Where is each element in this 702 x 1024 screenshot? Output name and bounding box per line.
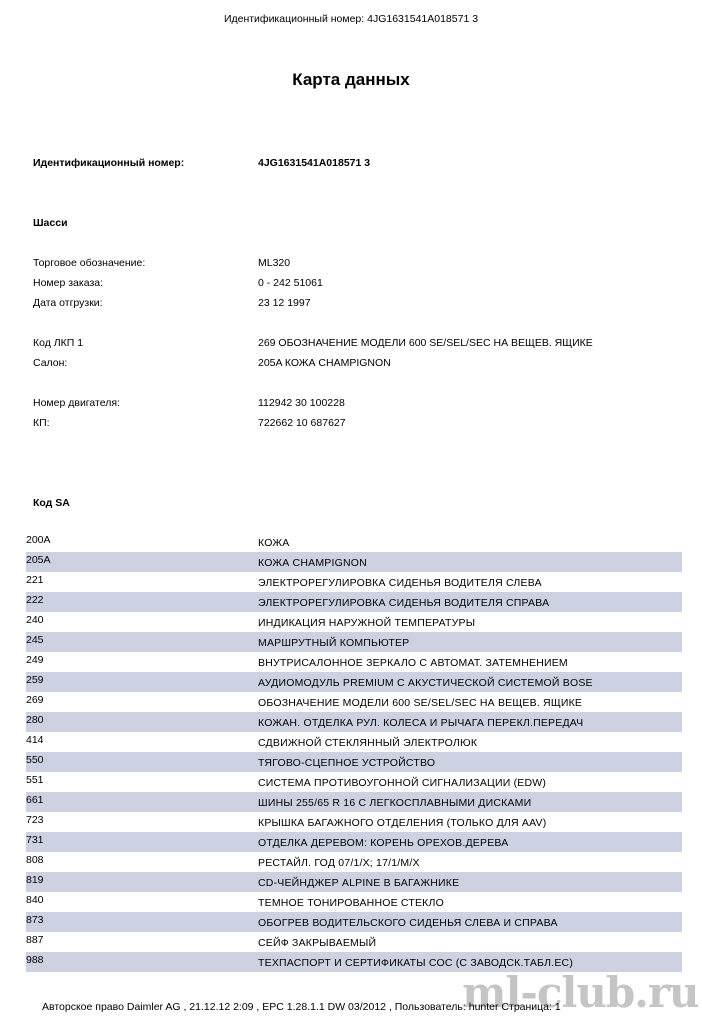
field-value-engine-number: 112942 30 100228 (258, 397, 345, 409)
sa-description: КОЖА CHAMPIGNON (258, 557, 367, 569)
table-row (26, 852, 682, 872)
sa-code: 661 (26, 794, 44, 806)
sa-description: ЭЛЕКТРОРЕГУЛИРОВКА СИДЕНЬЯ ВОДИТЕЛЯ СЛЕВА (258, 577, 542, 589)
table-row (26, 932, 682, 952)
table-row (26, 812, 682, 832)
sa-description: ОТДЕЛКА ДЕРЕВОМ: КОРЕНЬ ОРЕХОВ.ДЕРЕВА (258, 837, 509, 849)
table-row (26, 612, 682, 632)
field-value-gearbox: 722662 10 687627 (258, 417, 346, 429)
table-row (26, 772, 682, 792)
sa-code: 259 (26, 674, 44, 686)
sa-description: СДВИЖНОЙ СТЕКЛЯННЫЙ ЭЛЕКТРОЛЮК (258, 737, 478, 749)
table-row (26, 632, 682, 652)
field-label-trade-name: Торговое обозначение: (33, 257, 146, 269)
table-row (26, 752, 682, 772)
table-row (26, 732, 682, 752)
ident-value: 4JG1631541A018571 3 (258, 157, 371, 169)
sa-code: 414 (26, 734, 44, 746)
sa-description: ТЕМНОЕ ТОНИРОВАННОЕ СТЕКЛО (258, 897, 444, 909)
table-row (26, 872, 682, 892)
table-row (26, 592, 682, 612)
sa-description: АУДИОМОДУЛЬ PREMIUM С АКУСТИЧЕСКОЙ СИСТЕМОЙ BOSE (258, 677, 593, 689)
sa-description: ОБОГРЕВ ВОДИТЕЛЬСКОГО СИДЕНЬЯ СЛЕВА И СПРАВА (258, 917, 558, 929)
sa-description: ИНДИКАЦИЯ НАРУЖНОЙ ТЕМПЕРАТУРЫ (258, 617, 476, 629)
sa-code: 988 (26, 954, 44, 966)
sa-code: 240 (26, 614, 44, 626)
sa-code: 873 (26, 914, 44, 926)
field-value-interior: 205A КОЖА CHAMPIGNON (258, 357, 391, 369)
sa-code: 887 (26, 934, 44, 946)
table-row (26, 672, 682, 692)
sa-code: 222 (26, 594, 44, 606)
table-row (26, 652, 682, 672)
sa-code: 245 (26, 634, 44, 646)
sa-code: 205A (26, 554, 51, 566)
sa-description: КОЖА (258, 537, 290, 549)
sa-description: СЕЙФ ЗАКРЫВАЕМЫЙ (258, 937, 377, 949)
field-label-engine-number: Номер двигателя: (33, 397, 120, 409)
sa-code: 269 (26, 694, 44, 706)
sa-code: 550 (26, 754, 44, 766)
field-value-order-number: 0 - 242 51061 (258, 277, 323, 289)
sa-code: 200A (26, 534, 51, 546)
chassis-heading: Шасси (33, 217, 68, 229)
header-identification: Идентификационный номер: 4JG1631541A018571 3 (223, 13, 479, 25)
table-row (26, 912, 682, 932)
sa-code: 819 (26, 874, 44, 886)
sa-code: 221 (26, 574, 44, 586)
field-label-ship-date: Дата отгрузки: (33, 297, 103, 309)
sa-description: ОБОЗНАЧЕНИЕ МОДЕЛИ 600 SE/SEL/SEC НА ВЕЩЕВ. ЯЩИКЕ (258, 697, 583, 709)
field-value-trade-name: ML320 (258, 257, 291, 269)
sa-description: ШИНЫ 255/65 R 16 С ЛЕГКОСПЛАВНЫМИ ДИСКАМИ (258, 797, 532, 809)
sa-description: ТЕХПАСПОРТ И СЕРТИФИКАТЫ СОС (С ЗАВОДСК.ТАБЛ.ЕС) (258, 957, 574, 969)
page-title: Карта данных (292, 70, 410, 89)
field-label-order-number: Номер заказа: (33, 277, 104, 289)
watermark-logo: ml-club.ru (462, 968, 699, 1017)
sa-description: РЕСТАЙЛ. ГОД 07/1/X; 17/1/M/X (258, 857, 420, 869)
field-label-gearbox: КП: (33, 417, 50, 429)
field-value-ship-date: 23 12 1997 (258, 297, 311, 309)
table-row (26, 832, 682, 852)
sa-description: ТЯГОВО-СЦЕПНОЕ УСТРОЙСТВО (258, 757, 436, 769)
field-label-interior: Салон: (33, 357, 68, 369)
sa-heading: Код SA (33, 497, 70, 509)
field-label-paint-code: Код ЛКП 1 (33, 337, 84, 349)
sa-description: КРЫШКА БАГАЖНОГО ОТДЕЛЕНИЯ (ТОЛЬКО ДЛЯ AAV) (258, 817, 547, 829)
footer-copyright: Авторское право Daimler AG , 21.12.12 2:09 , EPC 1.28.1.1 DW 03/2012 , Пользователь: hunter Страница: 1 (42, 1001, 561, 1013)
field-value-paint-code: 269 ОБОЗНАЧЕНИЕ МОДЕЛИ 600 SE/SEL/SEC НА ВЕЩЕВ. ЯЩИКЕ (258, 337, 593, 349)
ident-label: Идентификационный номер: (33, 157, 185, 169)
sa-code-table (26, 532, 682, 972)
sa-description: МАРШРУТНЫЙ КОМПЬЮТЕР (258, 637, 410, 649)
sa-description: ВНУТРИСАЛОННОЕ ЗЕРКАЛО С АВТОМАТ. ЗАТЕМНЕНИЕМ (258, 657, 568, 669)
sa-description: КОЖАН. ОТДЕЛКА РУЛ. КОЛЕСА И РЫЧАГА ПЕРЕКЛ.ПЕРЕДАЧ (258, 717, 584, 729)
sa-description: СИСТЕМА ПРОТИВОУГОННОЙ СИГНАЛИЗАЦИИ (EDW) (258, 777, 547, 789)
sa-code: 808 (26, 854, 44, 866)
table-row (26, 552, 682, 572)
sa-code: 280 (26, 714, 44, 726)
sa-description: CD-ЧЕЙНДЖЕР ALPINE В БАГАЖНИКЕ (258, 877, 460, 889)
sa-code: 731 (26, 834, 44, 846)
sa-description: ЭЛЕКТРОРЕГУЛИРОВКА СИДЕНЬЯ ВОДИТЕЛЯ СПРАВА (258, 597, 550, 609)
table-row (26, 692, 682, 712)
table-row (26, 532, 682, 552)
table-row (26, 572, 682, 592)
sa-code: 551 (26, 774, 44, 786)
table-row (26, 892, 682, 912)
table-row (26, 792, 682, 812)
sa-code: 723 (26, 814, 44, 826)
sa-code: 840 (26, 894, 44, 906)
table-row (26, 712, 682, 732)
sa-code: 249 (26, 654, 44, 666)
